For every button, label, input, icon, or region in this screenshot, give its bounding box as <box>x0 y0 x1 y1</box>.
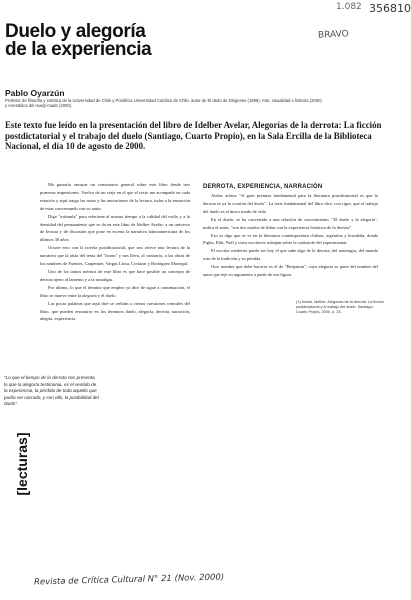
left-paragraph-6: Las pocas palabras que aquí diré se ceñirán a ciertas cuestiones centrales del libro, que pueden resumirse en los términos duelo, alegoría, derrota, narración, alegría, experiencia. <box>40 300 190 322</box>
page-title-line-1: Duelo y alegoría <box>5 21 146 42</box>
handwritten-note-top-right: 356810 <box>369 2 411 15</box>
handwritten-citation: Revista de Crítica Cultural N° 21 (Nov. 2000) <box>33 572 225 588</box>
left-paragraph-2: Digo "estimula" para referirme al mismo tiempo a la calidad del estilo y a la densidad del pensamiento que se da en este libro de Idelber Avelar; a un universo de lectura y de discusión que pone en escena la narrativa latinoamericana de los últimos 30 años. <box>40 213 190 243</box>
left-column <box>40 181 190 323</box>
author-affiliation: Profesor de filosofía y estética de la Universidad de Chile y Pontificia Universidad Católica de Chile, autor de El dedo de Diógenes (1996), Arte, visualidad e historia (2000) y Anestética del ready-made (2000). <box>5 98 322 109</box>
right-paragraph-5: Otro nombre que debe hacerse es el de "Benjamin", cuya alegoría es parte del nombre del autor que teje su argumento a partir de esa figura. <box>203 264 378 278</box>
right-paragraph-3: Eso es algo que se ve en la literatura contemporánea chilena, argentina y brasileña, donde Piglia, Eltit, Noll y otros escritores trabajan sobre la catástrofe del experimentar. <box>203 232 378 246</box>
right-paragraph-2: En el duelo, se ha convertido a una relación de conocimiento. "El duelo y la alegoría", indica el autor, "son dos modos de lidiar con la experiencia histórica de la derrota". <box>203 216 378 230</box>
handwritten-note-middle: BRAVO <box>317 29 349 41</box>
page-title-line-2: de la experiencia <box>5 39 152 60</box>
footnote: (1) Avelar, Idelber. Alegorías de la derrota: La ficción postdictatorial y el trabajo del duelo. Santiago: Cuarto Propio, 2000, p. 23. <box>296 300 384 314</box>
section-side-label: [lecturas] <box>14 432 30 496</box>
right-column <box>203 192 378 279</box>
left-paragraph-5: Por último, lo que el término que empleo ya dice de sigue a continuación, el libro se mueve entre la alegoría y el duelo. <box>40 284 190 298</box>
handwritten-note-top-left: 1.082 <box>336 2 362 12</box>
right-paragraph-1: Avelar aclara: "el gran premisa fundamental para la literatura postdictatorial es que la derrota es ya la ocasión del duelo". La tesis fundamental del libro dice, con rigor, que el trabajo del duelo es el único modo de vida. <box>203 193 378 214</box>
author-name: Pablo Oyarzún <box>5 88 65 98</box>
intro-paragraph: Este texto fue leído en la presentación del libro de Idelber Avelar, Alegorías de la derrota: La ficción postdictatorial y el trabajo del duelo (Santiago, Cuarto Propio), en la Sala Ercilla de la Biblioteca Nacional, el día 10 de agosto de 2000. <box>5 120 382 151</box>
left-paragraph-4: Uno de los tantos méritos de este libro es que hace posible un concepto de derrota ajeno al lamento y a la nostalgia. <box>40 268 190 282</box>
right-paragraph-4: El escritor moderno puede ser hoy el que sabe algo de la derrota, del naufragio, del mundo roto de la tradición y su pérdida. <box>203 248 378 262</box>
section-heading: DERROTA, EXPERIENCIA, NARRACIÓN <box>203 184 323 190</box>
pull-quote: "Lo que el tiempo de la derrota nos presenta, lo que la alegoría testimonia, es el sentido de la experiencia, la pérdida de toda aquello que podía ser narrado, y con ello, la posibilidad del duelo". <box>4 375 99 407</box>
left-paragraph-1: Me gustaría ensayar un comentario general sobre este libro desde tres primeras impresiones. Vuelvo de un viaje en el que el texto me acompañó en cada estación y aquí traigo las notas y las anotaciones de la lectura, todas a la sensación de estar conversando con su autor. <box>40 182 190 211</box>
left-paragraph-3: Ocurre esto con la novela postdictatorial, que nos ofrece una lectura de la narrativa que la aísla del tema del "boom" y nos lleva, al contrario, a las obras de los nombres de Fuentes, Carpentier, Vargas Llosa, Cortázar y Rodríguez Monegal. <box>40 245 190 267</box>
